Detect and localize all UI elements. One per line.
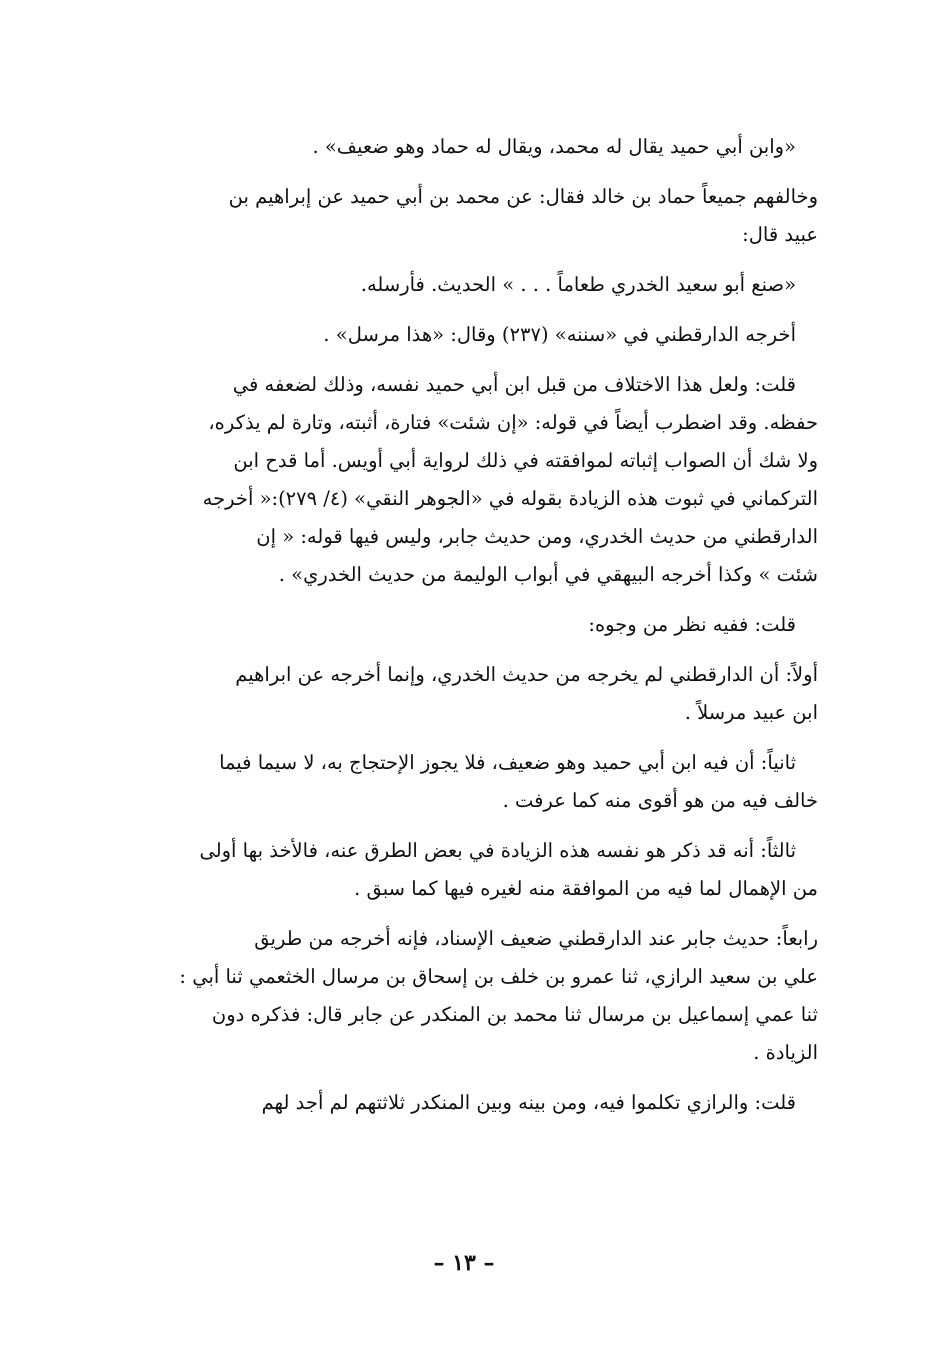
paragraph-quote-ibn-abi-humaid: «وابن أبي حميد يقال له محمد، ويقال له حماد وهو ضعيف» . xyxy=(312,135,796,158)
paragraph-final-commentary: قلت: والرازي تكلموا فيه، ومن بينه وبين المنكدر ثلاثتهم لم أجد لهم xyxy=(261,1091,796,1114)
page-body xyxy=(130,128,818,1128)
paragraph-daraqutni-citation: أخرجه الدارقطني في «سننه» (٢٣٧) وقال: «هذا مرسل» . xyxy=(323,323,796,346)
paragraph-thaniyan: ثانياً: أن فيه ابن أبي حميد وهو ضعيف، فلا يجوز الإحتجاج به، لا سيما فيما خالف فيه من هو أقوى منه كما عرفت . xyxy=(219,751,818,812)
paragraph-hammad-ibn-khalid: وخالفهم جميعاً حماد بن خالد فقال: عن محمد بن أبي حميد عن إبراهيم بن عبيد قال: xyxy=(228,185,818,246)
paragraph-commentary-ikhtilaf: قلت: ولعل هذا الاختلاف من قبل ابن أبي حميد نفسه، وذلك لضعفه في حفظه. وقد اضطرب أيضاً في قوله: «إن شئت» فتارة، أثبته، وتارة لم يذكره، ولا شك أن الصواب إثباته لموافقته في ذلك لرواية أبي أويس. أما قدح ابن التركماني في ثبوت هذه الزيادة بقوله في «الجوهر النقي» (٤/ ٢٧٩):« أخرجه الدارقطني من حديث الخدري، ومن حديث جابر، وليس فيها قوله: « إن شئت » وكذا أخرجه البيهقي في أبواب الوليمة من حديث الخدري» . xyxy=(202,373,818,586)
paragraph-thalithan: ثالثاً: أنه قد ذكر هو نفسه هذه الزيادة في بعض الطرق عنه، فالأخذ بها أولى من الإهمال لما فيه من الموافقة منه لغيره فيها كما سبق . xyxy=(199,839,818,900)
paragraph-awwalan: أولاً: أن الدارقطني لم يخرجه من حديث الخدري، وإنما أخرجه عن ابراهيم ابن عبيد مرسلاً . xyxy=(235,663,818,724)
paragraph-nazar-wujuh: قلت: ففيه نظر من وجوه: xyxy=(588,613,796,636)
paragraph-quote-abu-said: «صنع أبو سعيد الخدري طعاماً . . . » الحديث. فأرسله. xyxy=(360,273,796,296)
paragraph-rabian: رابعاً: حديث جابر عند الدارقطني ضعيف الإسناد، فإنه أخرجه من طريق علي بن سعيد الرازي، ثنا عمرو بن خلف بن إسحاق بن مرسال الخثعمي ثنا أبي : ثنا عمي إسماعيل بن مرسال ثنا محمد بن المنكدر عن جابر قال: فذكره دون الزيادة . xyxy=(179,927,818,1064)
page-number: – ١٣ – xyxy=(433,1250,495,1276)
